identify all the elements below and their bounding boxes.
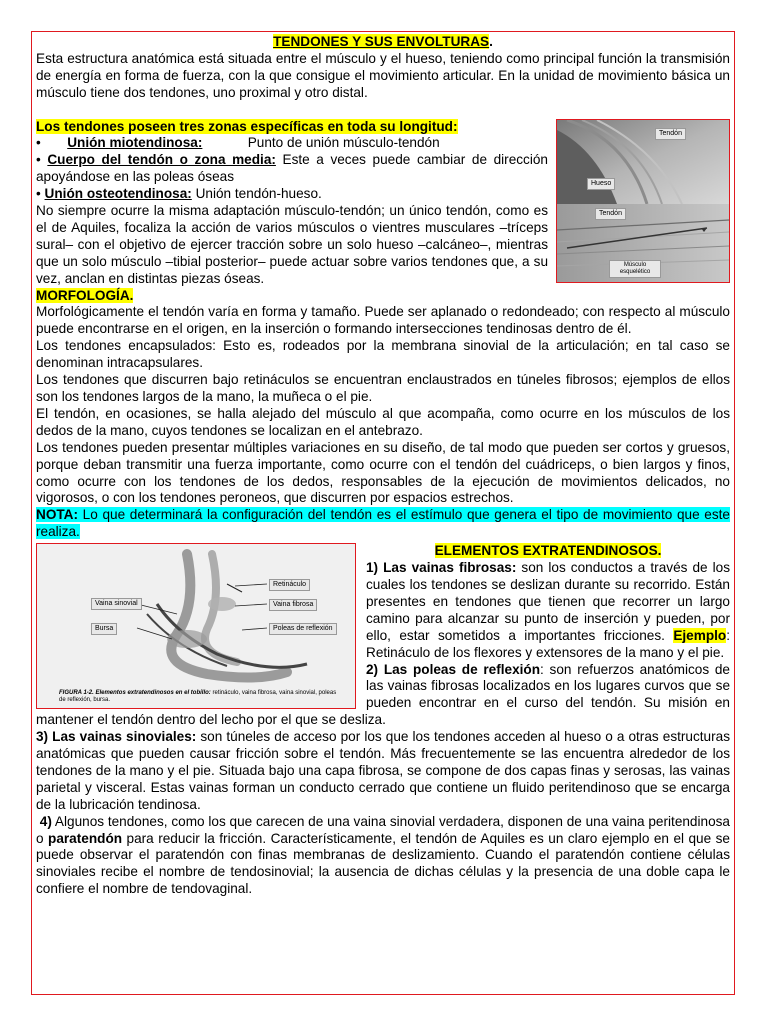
caption-bold: FIGURA 1-2. Elementos extratendinosos en el tobillo: <box>59 690 211 697</box>
spacer <box>36 102 730 119</box>
caption-text: retináculo, vaina fibrosa, vaina sinovial, poleas de reflexión, bursa. <box>59 690 337 704</box>
e2-text: : son refuerzos anatómicos de las vainas fibrosas localizados en los lugares curvos que se pueden encontrar en el curso del tendón. Su misión en mantener el tendón dentro del lecho por el que se desliza. <box>36 661 730 728</box>
extra-e4 <box>36 814 730 899</box>
zone-2-label: Cuerpo del tendón o zona media: <box>47 152 276 168</box>
e3-label: 3) Las vainas sinoviales: <box>36 729 197 745</box>
zone-3-label: Unión osteotendinosa: <box>44 186 192 202</box>
label-retinaculo: Retináculo <box>269 579 310 591</box>
zone-1-label: Unión miotendinosa: <box>67 135 203 151</box>
nota-text: Lo que determinará la configuración del tendón es el estímulo que genera el tipo de movimiento que este realiza. <box>36 507 730 540</box>
extra-heading: ELEMENTOS EXTRATENDINOSOS. <box>434 543 662 559</box>
e4-text1: Algunos tendones, como los que carecen de una vaina sinovial verdadera, disponen de una vaina peritendinosa o <box>36 813 730 846</box>
histology-image <box>557 120 729 282</box>
morfologia-p5: Los tendones pueden presentar múltiples variaciones en su diseño, de tal modo que pueden ser cortos y gruesos, porque deban transmitir una fuerza importante, como ocurre con el tendón del cuádriceps, o bien largos y finos, como ocurre con los tendones de los dedos, responsables de la ejecución de movimientos delicados, no vigorosos, o con los tendones peroneos, que discurren por espacios estrechos. <box>36 439 730 506</box>
zones-paragraph: No siempre ocurre la misma adaptación músculo-tendón; un único tendón, como es el de Aquiles, focaliza la acción de varios músculos o vientres musculares –tríceps sural– con el objetivo de ejercer tracción sobre un solo hueso –calcáneo–, mientras que un solo músculo –tibial posterior– puede actuar sobre varios tendones que, a su vez, anclan en distintas piezas óseas. <box>36 203 548 286</box>
label-tendon-top: Tendón <box>655 128 686 140</box>
morfologia-p4: El tendón, en ocasiones, se halla alejado del músculo al que acompaña, como ocurre en los músculos de los dedos de la mano, cuyos tendones se localizan en el antebrazo. <box>36 405 730 438</box>
morfologia-p1: Morfológicamente el tendón varía en forma y tamaño. Puede ser aplanado o redondeado; con respecto al músculo puede encontrarse en el origen, en la inserción o formando intersecciones tendinosas dentro de él. <box>36 304 730 337</box>
ankle-figure <box>36 543 356 709</box>
doc-title-line <box>36 34 730 51</box>
e1-text2: : Retináculo de los flexores y extensores de la mano y el pie. <box>366 627 730 660</box>
intro-paragraph: Esta estructura anatómica está situada entre el músculo y el hueso, teniendo como principal función la transmisión de energía en forma de fuerza, con la que consigue el movimiento articular. En la unidad de movimiento básica un músculo tiene dos tendones, uno proximal y otro distal. <box>36 50 730 100</box>
label-musculo: Músculo esquelético <box>609 260 661 278</box>
label-bursa: Bursa <box>91 623 117 635</box>
document-page <box>31 31 735 995</box>
extra-e3 <box>36 729 730 814</box>
e1-label: 1) Las vainas fibrosas: <box>366 560 517 576</box>
morfologia-p2: Los tendones encapsulados: Esto es, rodeados por la membrana sinovial de la articulación; en tal caso se denominan intracapsulares. <box>36 338 730 371</box>
nota-label: NOTA: <box>36 507 79 523</box>
zone-2: • Cuerpo del tendón o zona media: Este a veces puede cambiar de dirección apoyándose en las poleas óseas <box>36 152 548 185</box>
zones-heading: Los tendones poseen tres zonas específicas en toda su longitud: <box>36 118 458 134</box>
zone-1-text: Punto de unión músculo-tendón <box>247 135 440 151</box>
morfologia-heading-line <box>36 288 730 305</box>
e4-num: 4) <box>39 813 52 829</box>
label-vaina-fibrosa: Vaina fibrosa <box>269 599 317 611</box>
e3-text: son túneles de acceso por los que los tendones acceden al hueso o a otras estructuras anatómicas que pueden causar fricción sobre el tendón. Más frecuentemente se las encuentra alrededor de los tendones de la mano y el pie. Situada bajo una capa fibrosa, se compone de dos capas finas y serosas, las vainas parietal y visceral. Estas vainas forman un conducto cerrado que contiene un fluido peritendinoso que se encarga de la lubricación tendinosa. <box>36 729 730 812</box>
morfologia-heading: MORFOLOGÍA. <box>36 287 134 303</box>
label-vaina-sinovial: Vaina sinovial <box>91 598 142 610</box>
ankle-figure-caption <box>59 690 339 704</box>
e1-text: son los conductos a través de los cuales los tendones se deslizan durante su recorrido. Están presentes en tendones que tienen que recorrer un largo camino para alcanzar su punto de inserción y pueden, por ello, estar sometidos a importantes fricciones. <box>366 560 730 643</box>
e4-bold: paratendón <box>48 830 123 846</box>
label-hueso: Hueso <box>587 178 615 190</box>
label-tendon-bottom: Tendón <box>595 208 626 220</box>
nota-line <box>36 507 730 541</box>
doc-title: TENDONES Y SUS ENVOLTURAS <box>273 34 490 49</box>
histology-figure <box>556 119 730 283</box>
doc-title-dot: . <box>489 34 493 49</box>
zone-3: • Unión osteotendinosa: Unión tendón-hueso. <box>36 186 322 202</box>
zone-3-text: Unión tendón-hueso. <box>195 186 322 202</box>
zone-2-text: Este a veces puede cambiar de dirección apoyándose en las poleas óseas <box>36 152 548 185</box>
e1-ejemplo: Ejemplo <box>673 627 727 643</box>
e4-text2: para reducir la fricción. Característicamente, el tendón de Aquiles es un claro ejemplo en el que se puede observar el paratendón con finas membranas de deslizamiento. Cuando el paratendón contiene células sinoviales recibe el nombre de tendosinovial; la ausencia de dichas células y la presencia de una doble capa le confiere el nombre de tendovaginal. <box>36 830 730 897</box>
zone-1: • Unión miotendinosa: Punto de unión músculo-tendón <box>36 135 440 151</box>
label-poleas: Poleas de reflexión <box>269 623 337 635</box>
morfologia-p3: Los tendones que discurren bajo retináculos se encuentran enclaustrados en túneles fibrosos; ejemplos de ellos son los tendones largos de la mano, la muñeca o el pie. <box>36 372 730 405</box>
e2-label: 2) Las poleas de reflexión <box>366 661 541 677</box>
